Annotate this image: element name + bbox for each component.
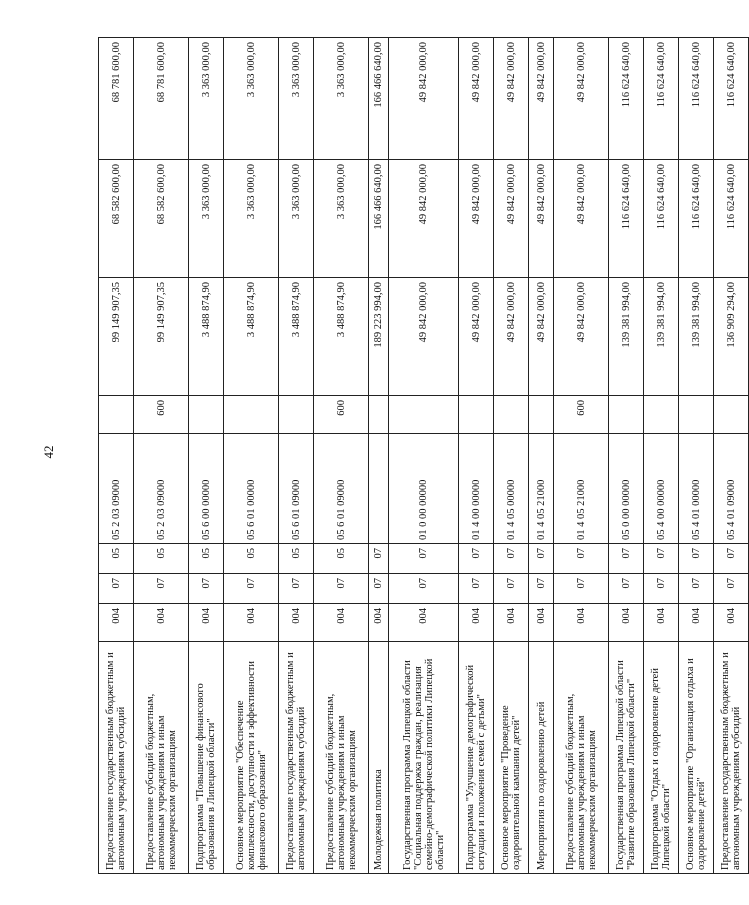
subsection-code: 05 (189, 544, 224, 574)
expense-type-code: 600 (554, 396, 609, 434)
expense-type-code (609, 396, 644, 434)
target-article-code: 05 6 00 00000 (189, 434, 224, 544)
target-article-code: 05 6 01 00000 (224, 434, 279, 544)
table-row (189, 38, 224, 874)
amount-year-1: 49 842 000,00 (529, 278, 554, 396)
expense-type-code (459, 396, 494, 434)
amount-year-3: 116 624 640,00 (609, 38, 644, 160)
row-name: Основное мероприятие "Обеспечение комплексности, доступности и эффективности финансового образования" (224, 642, 279, 874)
amount-year-1: 189 223 994,00 (369, 278, 389, 396)
ved-code: 004 (609, 604, 644, 642)
section-code: 07 (279, 574, 314, 604)
expense-type-code (389, 396, 459, 434)
amount-year-3: 116 624 640,00 (679, 38, 714, 160)
amount-year-1: 3 488 874,90 (224, 278, 279, 396)
table-row (314, 38, 369, 874)
table-row (554, 38, 609, 874)
amount-year-2: 3 363 000,00 (279, 160, 314, 278)
amount-year-3: 68 781 600,00 (99, 38, 134, 160)
table-row (99, 38, 134, 874)
page-number: 42 (41, 445, 56, 459)
ved-code: 004 (494, 604, 529, 642)
subsection-code: 07 (554, 544, 609, 574)
table-body (99, 38, 749, 874)
table-row (224, 38, 279, 874)
subsection-code: 05 (99, 544, 134, 574)
amount-year-2: 49 842 000,00 (389, 160, 459, 278)
amount-year-2: 49 842 000,00 (459, 160, 494, 278)
target-article-code: 01 0 00 00000 (389, 434, 459, 544)
amount-year-2: 49 842 000,00 (529, 160, 554, 278)
ved-code: 004 (714, 604, 749, 642)
section-code: 07 (224, 574, 279, 604)
target-article-code: 05 4 01 00000 (679, 434, 714, 544)
table-row (679, 38, 714, 874)
table-row (714, 38, 749, 874)
amount-year-2: 68 582 600,00 (134, 160, 189, 278)
subsection-code: 07 (494, 544, 529, 574)
target-article-code: 01 4 05 00000 (494, 434, 529, 544)
row-name: Предоставление государственным бюджетным и автономным учреждениям субсидий (279, 642, 314, 874)
amount-year-2: 116 624 640,00 (714, 160, 749, 278)
expense-type-code (99, 396, 134, 434)
section-code: 07 (134, 574, 189, 604)
section-code: 07 (679, 574, 714, 604)
section-code: 07 (714, 574, 749, 604)
target-article-code: 01 4 05 21000 (529, 434, 554, 544)
target-article-code (369, 434, 389, 544)
amount-year-1: 49 842 000,00 (459, 278, 494, 396)
expense-type-code (679, 396, 714, 434)
target-article-code: 05 6 01 09000 (314, 434, 369, 544)
amount-year-1: 139 381 994,00 (644, 278, 679, 396)
amount-year-3: 68 781 600,00 (134, 38, 189, 160)
amount-year-1: 139 381 994,00 (609, 278, 644, 396)
row-name: Предоставление государственным бюджетным и автономным учреждениям субсидий (99, 642, 134, 874)
table-row (644, 38, 679, 874)
target-article-code: 01 4 05 21000 (554, 434, 609, 544)
expense-type-code (224, 396, 279, 434)
section-code: 07 (609, 574, 644, 604)
amount-year-2: 116 624 640,00 (609, 160, 644, 278)
amount-year-2: 3 363 000,00 (224, 160, 279, 278)
row-name: Молодежная политика (369, 642, 389, 874)
budget-table (98, 37, 749, 874)
amount-year-1: 99 149 907,35 (134, 278, 189, 396)
amount-year-3: 49 842 000,00 (389, 38, 459, 160)
row-name: Основное мероприятие "Организация отдыха и оздоровление детей" (679, 642, 714, 874)
amount-year-2: 68 582 600,00 (99, 160, 134, 278)
subsection-code: 05 (224, 544, 279, 574)
section-code: 07 (459, 574, 494, 604)
section-code: 07 (189, 574, 224, 604)
amount-year-2: 3 363 000,00 (189, 160, 224, 278)
ved-code: 004 (369, 604, 389, 642)
row-name: Государственная программа Липецкой области "Развитие образования Липецкой области" (609, 642, 644, 874)
target-article-code: 05 4 00 00000 (644, 434, 679, 544)
table-row (529, 38, 554, 874)
table-row (279, 38, 314, 874)
expense-type-code: 600 (134, 396, 189, 434)
amount-year-1: 49 842 000,00 (389, 278, 459, 396)
ved-code: 004 (189, 604, 224, 642)
subsection-code: 07 (529, 544, 554, 574)
row-name: Предоставление субсидий бюджетным, автономным учреждениям и иным некоммерческим организациям (314, 642, 369, 874)
row-name: Подпрограмма "Улучшение демографической ситуации и положения семей с детьми" (459, 642, 494, 874)
ved-code: 004 (314, 604, 369, 642)
row-name: Предоставление государственным бюджетным и автономным учреждениям субсидий (714, 642, 749, 874)
expense-type-code (279, 396, 314, 434)
expense-type-code (529, 396, 554, 434)
ved-code: 004 (99, 604, 134, 642)
section-code: 07 (529, 574, 554, 604)
expense-type-code: 600 (314, 396, 369, 434)
amount-year-2: 49 842 000,00 (494, 160, 529, 278)
row-name: Подпрограмма "Отдых и оздоровление детей Липецкой области" (644, 642, 679, 874)
amount-year-3: 3 363 000,00 (224, 38, 279, 160)
amount-year-3: 166 466 640,00 (369, 38, 389, 160)
section-code: 07 (389, 574, 459, 604)
amount-year-1: 3 488 874,90 (279, 278, 314, 396)
table-row (494, 38, 529, 874)
amount-year-1: 99 149 907,35 (99, 278, 134, 396)
ved-code: 004 (554, 604, 609, 642)
target-article-code: 05 4 01 09000 (714, 434, 749, 544)
amount-year-1: 3 488 874,90 (314, 278, 369, 396)
subsection-code: 05 (314, 544, 369, 574)
target-article-code: 05 2 03 09000 (134, 434, 189, 544)
target-article-code: 05 2 03 09000 (99, 434, 134, 544)
section-code: 07 (369, 574, 389, 604)
amount-year-3: 116 624 640,00 (644, 38, 679, 160)
table-row (609, 38, 644, 874)
section-code: 07 (554, 574, 609, 604)
amount-year-1: 136 909 294,00 (714, 278, 749, 396)
ved-code: 004 (459, 604, 494, 642)
ved-code: 004 (389, 604, 459, 642)
row-name: Государственная программа Липецкой области "Социальная поддержка граждан, реализация семейно-демографической политики Липецкой области" (389, 642, 459, 874)
amount-year-3: 49 842 000,00 (529, 38, 554, 160)
expense-type-code (494, 396, 529, 434)
subsection-code: 07 (644, 544, 679, 574)
subsection-code: 05 (279, 544, 314, 574)
section-code: 07 (494, 574, 529, 604)
expense-type-code (189, 396, 224, 434)
section-code: 07 (644, 574, 679, 604)
amount-year-2: 3 363 000,00 (314, 160, 369, 278)
ved-code: 004 (134, 604, 189, 642)
target-article-code: 05 6 01 09000 (279, 434, 314, 544)
row-name: Предоставление субсидий бюджетным, автономным учреждениям и иным некоммерческим организациям (554, 642, 609, 874)
expense-type-code (369, 396, 389, 434)
subsection-code: 07 (369, 544, 389, 574)
target-article-code: 05 0 00 00000 (609, 434, 644, 544)
row-name: Подпрограмма "Повышение финансового образования в Липецкой области" (189, 642, 224, 874)
table-row (389, 38, 459, 874)
row-name: Основное мероприятие "Проведение оздоровительной кампании детей" (494, 642, 529, 874)
subsection-code: 07 (609, 544, 644, 574)
target-article-code: 01 4 00 00000 (459, 434, 494, 544)
row-name: Мероприятия по оздоровлению детей (529, 642, 554, 874)
subsection-code: 07 (459, 544, 494, 574)
section-code: 07 (99, 574, 134, 604)
ved-code: 004 (644, 604, 679, 642)
amount-year-3: 49 842 000,00 (494, 38, 529, 160)
section-code: 07 (314, 574, 369, 604)
subsection-code: 07 (389, 544, 459, 574)
subsection-code: 05 (134, 544, 189, 574)
subsection-code: 07 (714, 544, 749, 574)
row-name: Предоставление субсидий бюджетным, автономным учреждениям и иным некоммерческим организациям (134, 642, 189, 874)
amount-year-3: 116 624 640,00 (714, 38, 749, 160)
amount-year-3: 49 842 000,00 (554, 38, 609, 160)
amount-year-1: 139 381 994,00 (679, 278, 714, 396)
amount-year-1: 49 842 000,00 (554, 278, 609, 396)
amount-year-2: 116 624 640,00 (679, 160, 714, 278)
ved-code: 004 (529, 604, 554, 642)
table-row (134, 38, 189, 874)
amount-year-2: 116 624 640,00 (644, 160, 679, 278)
expense-type-code (714, 396, 749, 434)
amount-year-1: 49 842 000,00 (494, 278, 529, 396)
amount-year-3: 3 363 000,00 (189, 38, 224, 160)
table-row (369, 38, 389, 874)
ved-code: 004 (224, 604, 279, 642)
amount-year-3: 3 363 000,00 (314, 38, 369, 160)
expense-type-code (644, 396, 679, 434)
ved-code: 004 (679, 604, 714, 642)
amount-year-1: 3 488 874,90 (189, 278, 224, 396)
amount-year-3: 49 842 000,00 (459, 38, 494, 160)
ved-code: 004 (279, 604, 314, 642)
amount-year-2: 49 842 000,00 (554, 160, 609, 278)
table-row (459, 38, 494, 874)
subsection-code: 07 (679, 544, 714, 574)
rotated-page-content (98, 38, 742, 874)
amount-year-3: 3 363 000,00 (279, 38, 314, 160)
amount-year-2: 166 466 640,00 (369, 160, 389, 278)
